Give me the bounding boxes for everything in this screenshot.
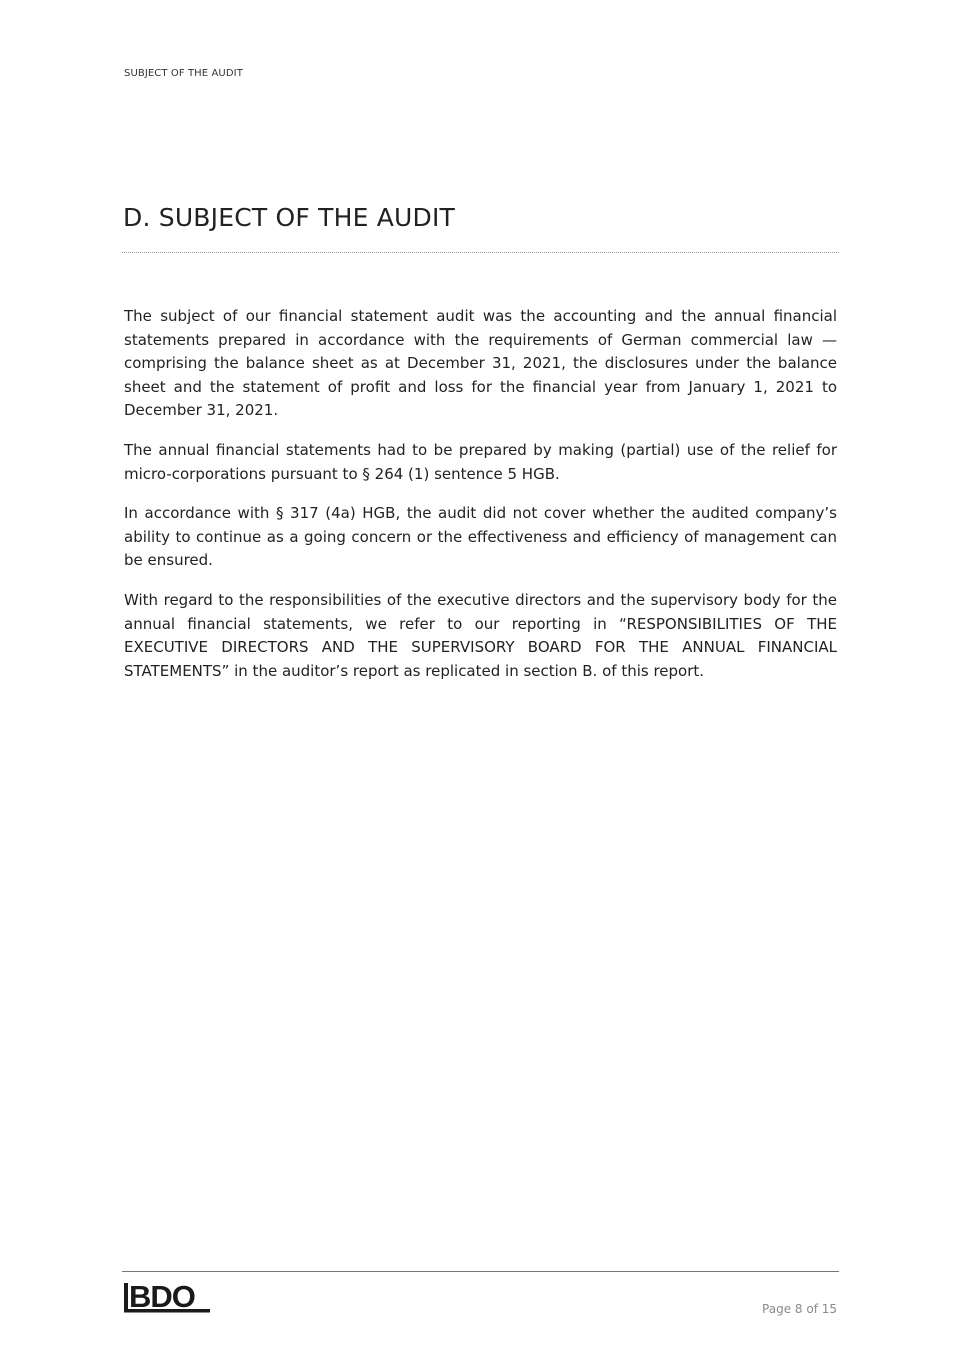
bdo-logo-text: BDO — [129, 1280, 195, 1314]
body-text — [124, 305, 837, 699]
footer-divider — [122, 1271, 839, 1272]
page-number: Page 8 of 15 — [762, 1302, 837, 1316]
section-title: D. SUBJECT OF THE AUDIT — [123, 203, 456, 232]
paragraph-going-concern: In accordance with § 317 (4a) HGB, the audit did not cover whether the audited company’s ability to continue as a going concern or the effectiveness and efficiency of management can be ensured. — [124, 504, 837, 570]
running-header: SUBJECT OF THE AUDIT — [124, 68, 243, 79]
paragraph-responsibilities: With regard to the responsibilities of the executive directors and the supervisory body for the annual financial statements, we refer to our reporting in “RESPONSIBILITIES OF THE EXECUTIVE DIRECTORS AND THE SUPERVISORY BOARD FOR THE ANNUAL FINANCIAL STATEMENTS” in the auditor’s report as replicated in section B. of this report. — [124, 590, 837, 680]
paragraph-micro-corporation-relief: The annual financial statements had to be prepared by making (partial) use of the relief for micro-corporations pursuant to § 264 (1) sentence 5 HGB. — [124, 440, 837, 483]
title-divider — [122, 252, 839, 253]
paragraph-subject: The subject of our financial statement audit was the accounting and the annual financial statements prepared in accordance with the requirements of German commercial law — comprising the balance sheet as at December 31, 2021, the disclosures under the balance sheet and the statement of profit and loss for the financial year from January 1, 2021 to December 31, 2021. — [124, 307, 837, 420]
bdo-logo — [123, 1280, 211, 1316]
